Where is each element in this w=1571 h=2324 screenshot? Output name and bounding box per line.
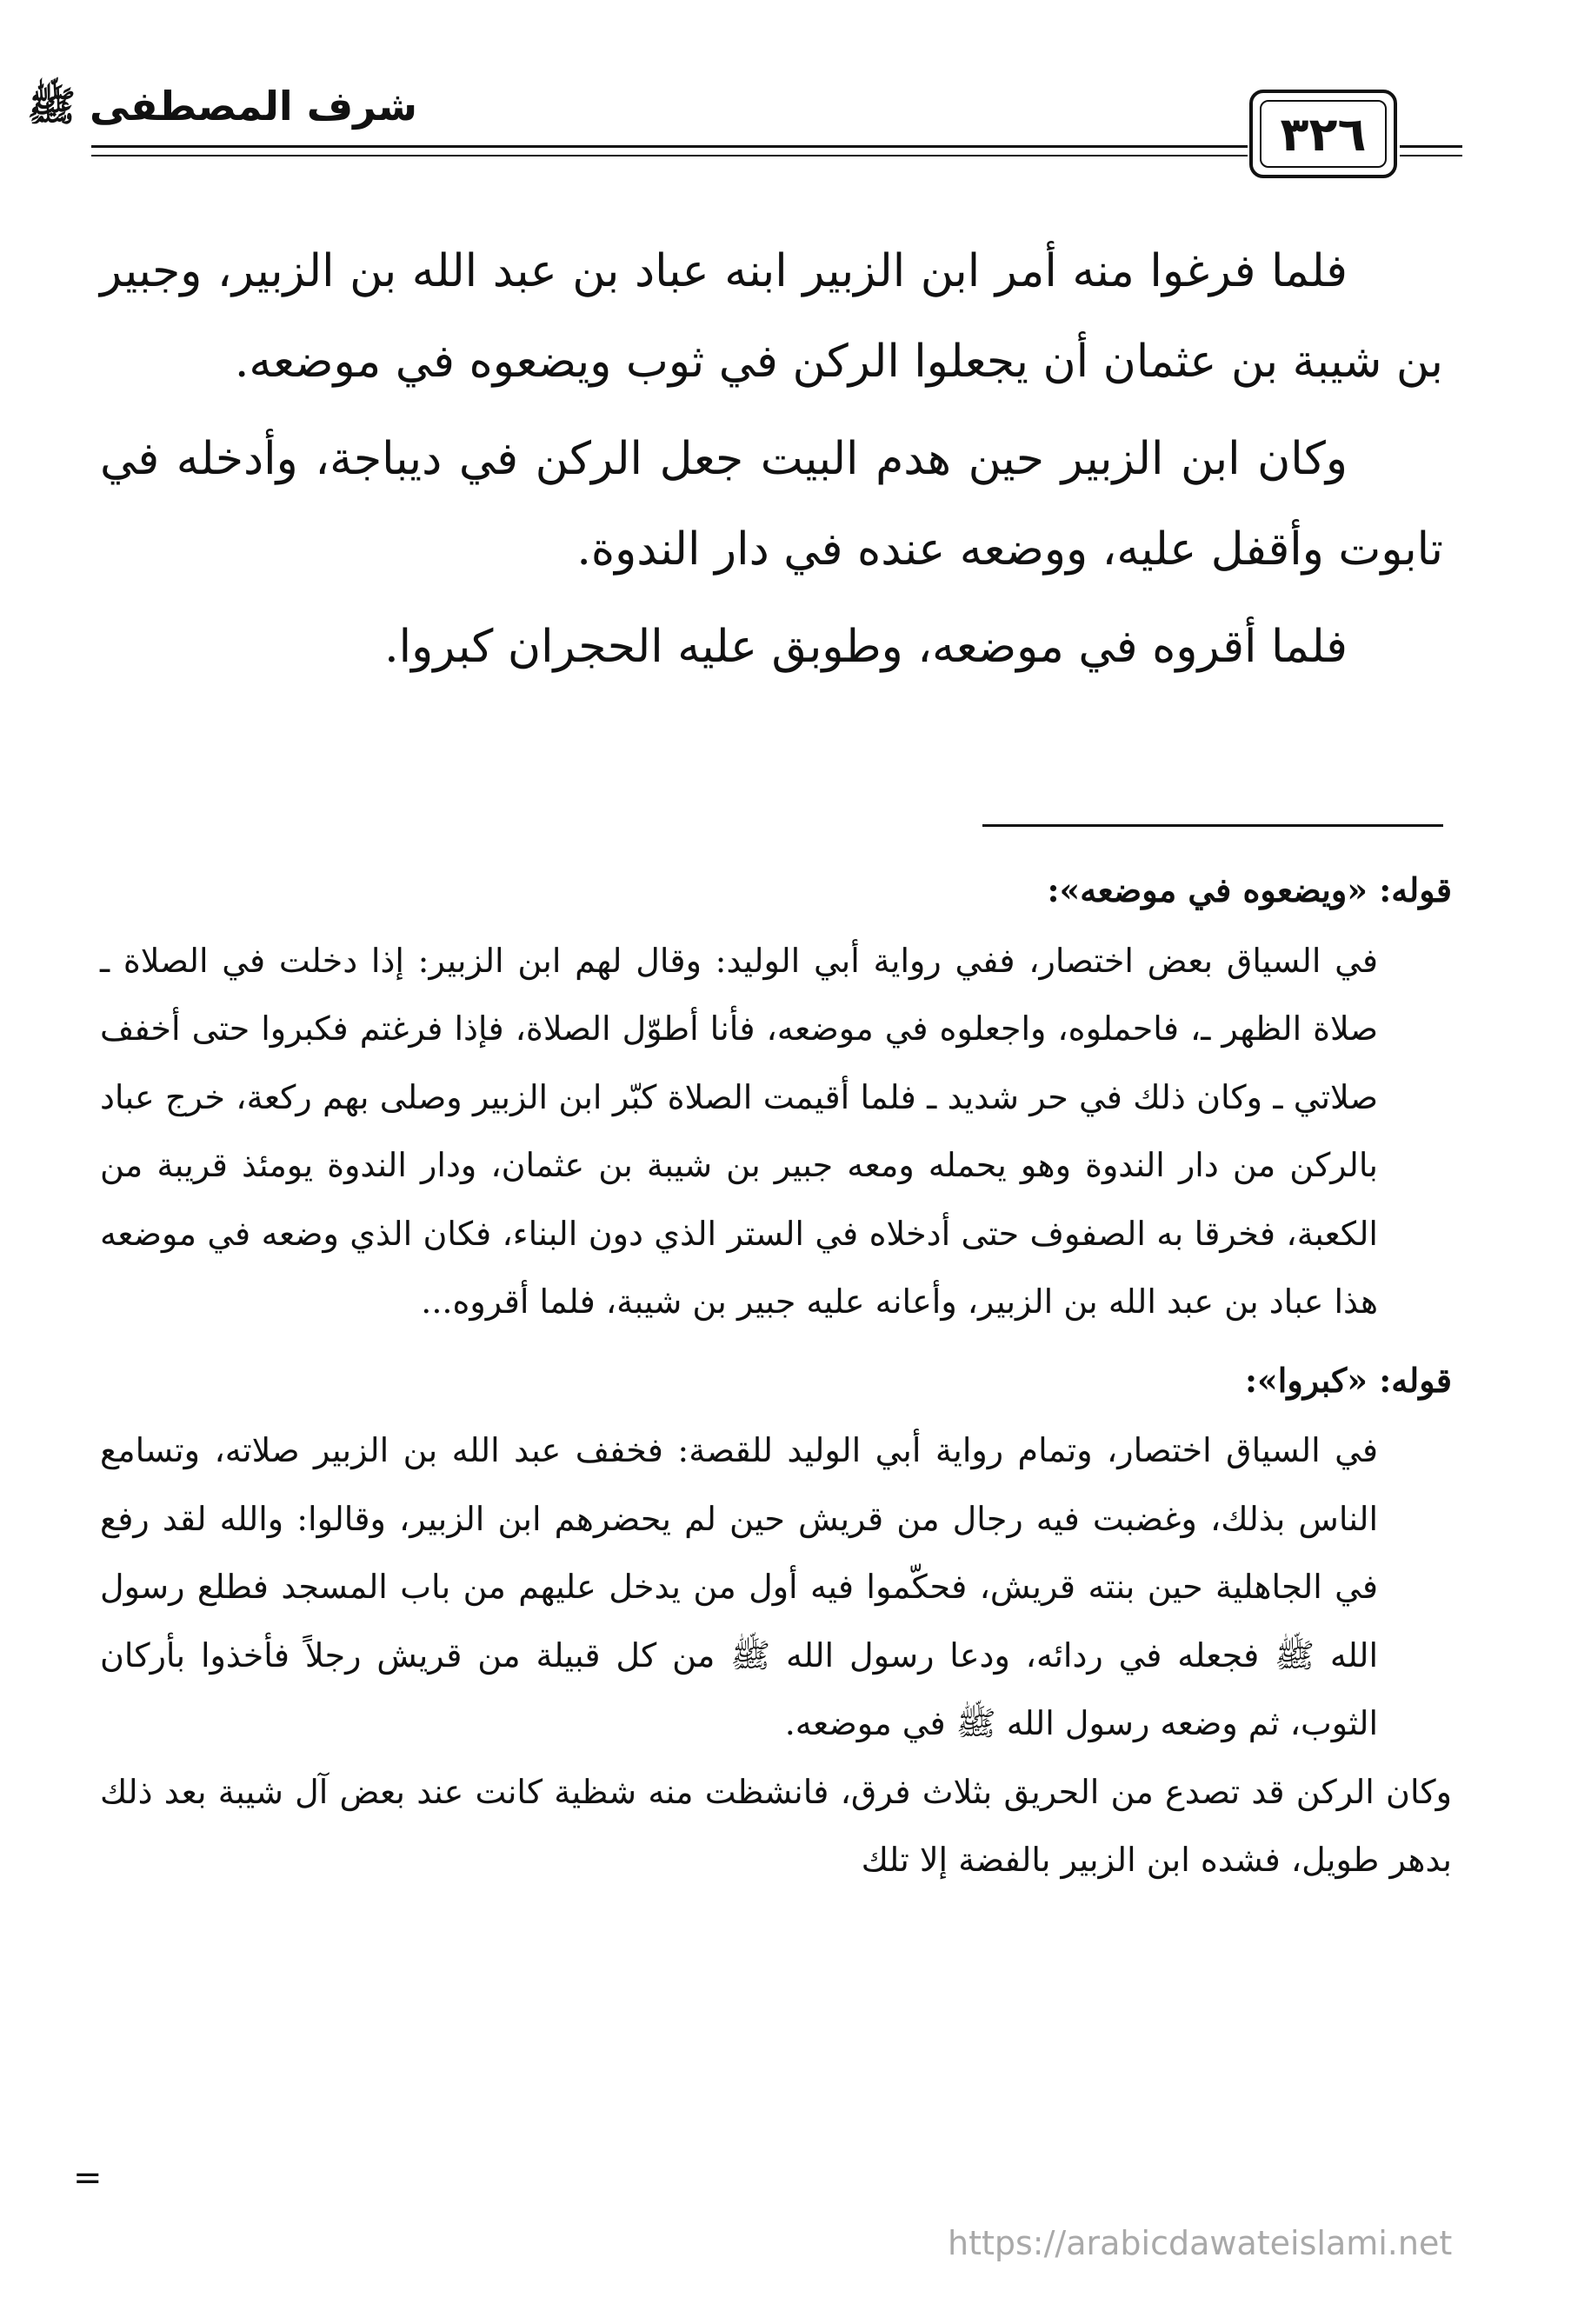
continuation-mark: = — [73, 2158, 103, 2198]
header-rule-top — [91, 145, 1248, 148]
main-paragraph: وكان ابن الزبير حين هدم البيت جعل الركن في ديباجة، وأدخله في تابوت وأقفل عليه، ووضعه عنده في دار الندوة. — [100, 433, 1443, 576]
footnote-heading: قوله: «كبروا»: — [1245, 1360, 1452, 1400]
footnote-separator — [982, 824, 1443, 827]
header-rule-right-bottom — [1400, 155, 1462, 156]
running-header-title: شرف المصطفى ﷺ — [27, 83, 417, 130]
main-paragraph: فلما أقروه في موضعه، وطوبق عليه الحجران كبروا. — [384, 621, 1348, 673]
footnote-body: في السياق اختصار، وتمام رواية أبي الوليد للقصة: فخفف عبد الله بن الزبير صلاته، وتسامع الناس بذلك، وغضبت فيه رجال من قريش حين لم يحضرهم ابن الزبير، وقالوا: والله لقد رفع في الجاهلية حين بنته قريش، فحكّموا فيه أول من يدخل عليهم من باب المسجد فطلع رسول الله ﷺ فجعله في ردائه، ودعا رسول الله ﷺ من كل قبيلة من قريش رجلاً فأخذوا بأركان الثوب، ثم وضعه رسول الله ﷺ في موضعه. — [100, 1431, 1378, 1742]
footnote-body: في السياق بعض اختصار، ففي رواية أبي الوليد: وقال لهم ابن الزبير: إذا دخلت في الصلاة ـ صلاة الظهر ـ، فاحملوه، واجعلوه في موضعه، فأنا أطوّل الصلاة، فإذا فرغتم فكبروا حتى أخفف صلاتي ـ وكان ذلك في حر شديد ـ فلما أقيمت الصلاة كبّر ابن الزبير وصلى بهم ركعة، خرج عباد بالركن من دار الندوة وهو يحمله ومعه جبير بن شيبة بن عثمان، ودار الندوة يومئذ قريبة من الكعبة، فخرقا به الصفوف حتى أدخلاه في الستر الذي دون البناء، فكان الذي وضعه في موضعه هذا عباد بن عبد الله بن الزبير، وأعانه عليه جبير بن شيبة، فلما أقروه... — [100, 941, 1378, 1321]
footnotes — [100, 856, 1452, 1894]
watermark-url: https://arabicdawateislami.net — [948, 2224, 1453, 2262]
main-paragraph: فلما فرغوا منه أمر ابن الزبير ابنه عباد بن عبد الله بن الزبير، وجبير بن شيبة بن عثمان أن يجعلوا الركن في ثوب ويضعوه في موضعه. — [100, 245, 1443, 388]
footnote-continuation: وكان الركن قد تصدع من الحريق بثلاث فرق، فانشظت منه شظية كانت عند بعض آل شيبة بعد ذلك بدهر طويل، فشده ابن الزبير بالفضة إلا تلك — [100, 1772, 1452, 1879]
main-text — [100, 226, 1443, 692]
page-number: ٣٢٦ — [1260, 100, 1387, 168]
page-number-frame — [1249, 90, 1397, 178]
footnote-heading: قوله: «ويضعوه في موضعه»: — [1047, 870, 1452, 909]
header-rule-bottom — [91, 155, 1248, 156]
header-rule-right-top — [1400, 145, 1462, 148]
